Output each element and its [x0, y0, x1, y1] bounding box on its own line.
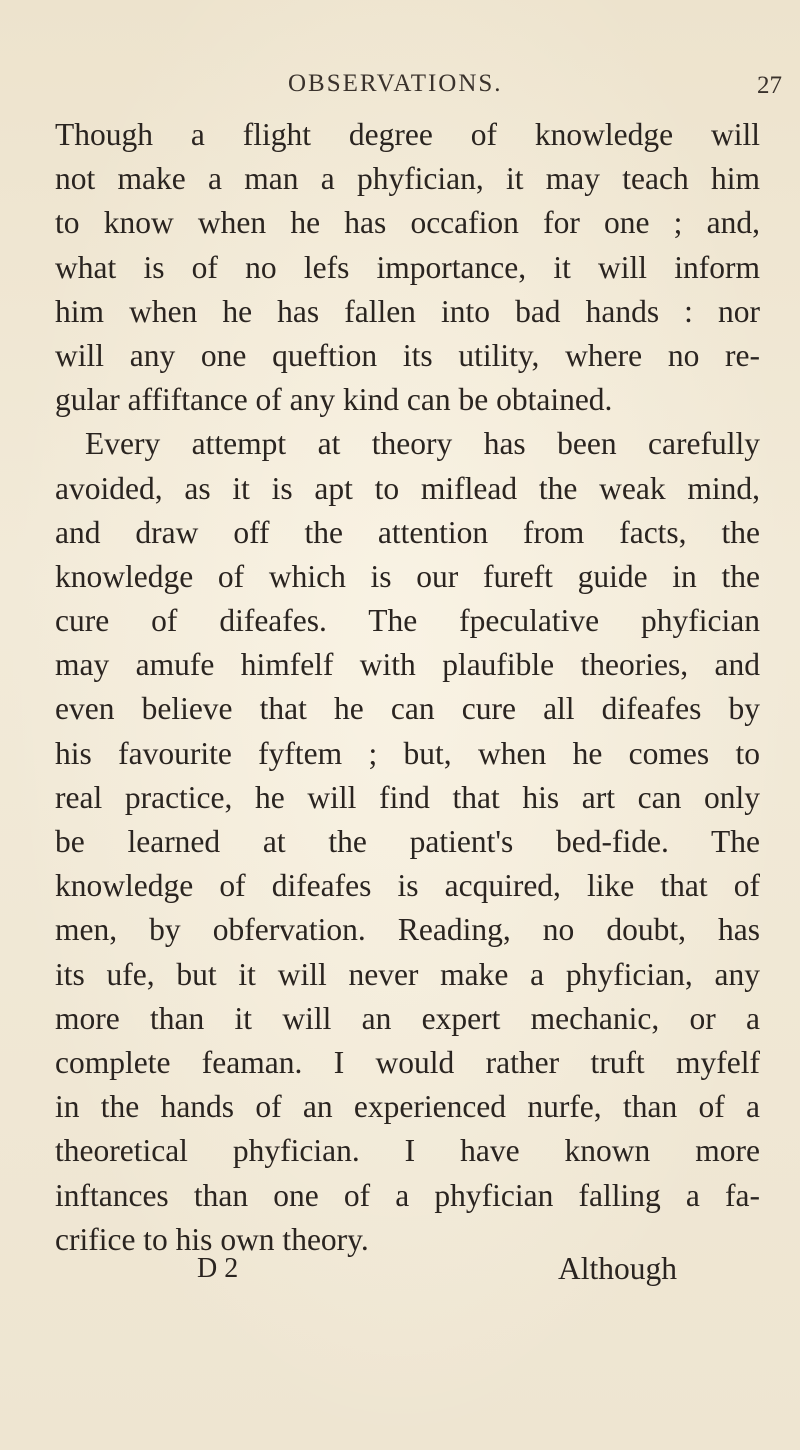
- text-line: real practice, he will find that his art can only: [55, 779, 760, 815]
- text-line: more than it will an expert mechanic, or a: [55, 1000, 760, 1036]
- text-line: Though a flight degree of knowledge will: [55, 117, 760, 152]
- text-line: gular affiftance of any kind can be obtained.: [55, 382, 613, 418]
- text-line: what is of no lefs importance, it will inform: [55, 249, 760, 285]
- body-text: [55, 113, 760, 1262]
- text-line: men, by obfervation. Reading, no doubt, has: [55, 912, 760, 948]
- text-line: complete feaman. I would rather truft myfelf: [55, 1044, 760, 1080]
- text-line: in the hands of an experienced nurfe, than of a: [55, 1089, 760, 1125]
- text-line: to know when he has occafion for one ; and,: [55, 205, 760, 241]
- text-line: him when he has fallen into bad hands : nor: [55, 293, 760, 329]
- text-line: be learned at the patient's bed-fide. The: [55, 824, 760, 859]
- text-line: and draw off the attention from facts, the: [55, 514, 760, 550]
- catchword: Although: [558, 1251, 678, 1286]
- text-line: Every attempt at theory has been carefully: [85, 426, 760, 462]
- text-line: knowledge of which is our fureft guide in the: [55, 558, 760, 594]
- page-footer: [0, 1246, 800, 1292]
- text-line: avoided, as it is apt to miflead the weak mind,: [55, 470, 760, 506]
- text-line: cure of difeafes. The fpeculative phyfician: [55, 603, 760, 639]
- page-number: 27: [757, 72, 782, 99]
- text-line: inftances than one of a phyfician falling a fa-: [55, 1177, 760, 1213]
- text-line: its ufe, but it will never make a phyfician, any: [55, 956, 760, 992]
- text-line: crifice to his own theory.: [55, 1221, 369, 1257]
- text-line: will any one queftion its utility, where no re-: [55, 337, 760, 373]
- text-line: not make a man a phyfician, it may teach him: [55, 161, 760, 197]
- text-line: theoretical phyfician. I have known more: [55, 1133, 760, 1169]
- text-line: knowledge of difeafes is acquired, like that of: [55, 868, 760, 904]
- running-head: OBSERVATIONS.: [288, 70, 503, 97]
- text-line: his favourite fyftem ; but, when he comes to: [55, 735, 760, 771]
- text-line: even believe that he can cure all difeafes by: [55, 691, 760, 727]
- signature-mark: D 2: [197, 1253, 239, 1284]
- page-header: [0, 70, 800, 106]
- text-line: may amufe himfelf with plaufible theories, and: [55, 647, 760, 683]
